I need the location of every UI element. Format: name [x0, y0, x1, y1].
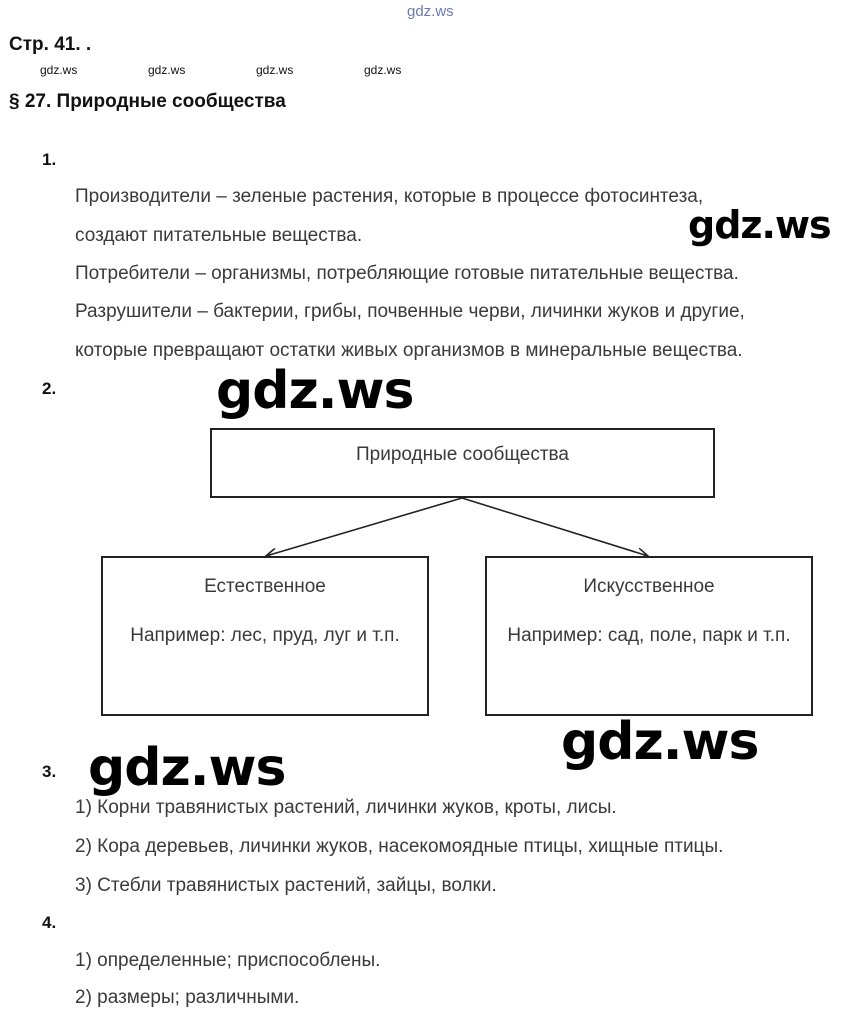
diagram-artificial-box	[485, 556, 813, 716]
diagram-natural-title: Естественное	[204, 576, 326, 597]
watermark-large: gdz.ws	[88, 738, 286, 798]
watermark-small: gdz.ws	[40, 63, 78, 77]
task-2-number: 2.	[42, 379, 57, 398]
watermark-large: gdz.ws	[216, 361, 414, 421]
task-3-line: 3) Стебли травянистых растений, зайцы, волки.	[75, 875, 497, 896]
diagram-artificial-title: Искусственное	[583, 576, 715, 597]
diagram-artificial-example: Например: сад, поле, парк и т.п.	[507, 625, 791, 646]
task-3-line: 2) Кора деревьев, личинки жуков, насекомоядные птицы, хищные птицы.	[75, 836, 724, 857]
arrow-to-natural	[266, 498, 462, 556]
task-1-line: которые превращают остатки живых организмов в минеральные вещества.	[75, 340, 743, 361]
task-3-number: 3.	[42, 762, 57, 781]
watermark-large: gdz.ws	[688, 203, 831, 247]
diagram-root-label: Природные сообщества	[356, 444, 569, 465]
task-4-line: 1) определенные; приспособлены.	[75, 950, 381, 971]
page-reference: Стр. 41. .	[9, 34, 92, 55]
task-1-line: Разрушители – бактерии, грибы, почвенные черви, личинки жуков и другие,	[75, 301, 745, 322]
task-1-line: создают питательные вещества.	[75, 225, 363, 246]
watermark-large: gdz.ws	[561, 712, 759, 772]
task-4-line: 2) размеры; различными.	[75, 987, 300, 1008]
arrow-to-artificial	[462, 498, 648, 556]
task-1-line: Производители – зеленые растения, которые в процессе фотосинтеза,	[75, 186, 704, 207]
watermark-top: gdz.ws	[407, 3, 454, 20]
diagram-root-box	[210, 428, 715, 498]
task-1-line: Потребители – организмы, потребляющие готовые питательные вещества.	[75, 263, 739, 284]
task-4-number: 4.	[42, 913, 57, 932]
diagram-natural-example: Например: лес, пруд, луг и т.п.	[130, 625, 400, 646]
section-title: § 27. Природные сообщества	[9, 91, 286, 112]
watermark-small: gdz.ws	[256, 63, 294, 77]
diagram-natural-box	[101, 556, 429, 716]
watermark-small: gdz.ws	[364, 63, 402, 77]
task-1-number: 1.	[42, 150, 57, 169]
task-3-line: 1) Корни травянистых растений, личинки жуков, кроты, лисы.	[75, 797, 617, 818]
watermark-small: gdz.ws	[148, 63, 186, 77]
